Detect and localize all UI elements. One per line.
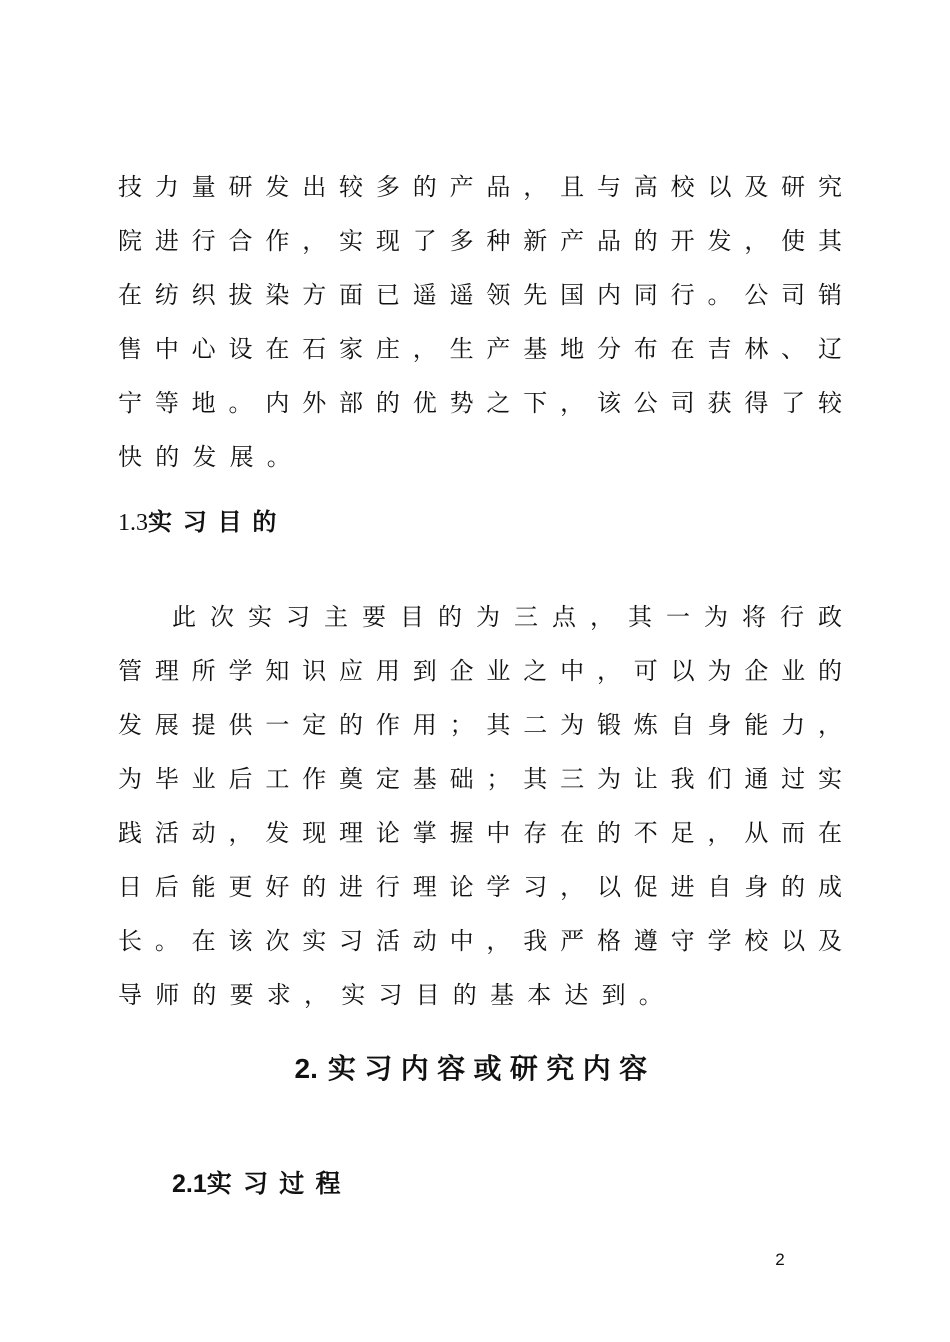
page-number: 2: [775, 1250, 785, 1269]
paragraph-line: 践活动，发现理论掌握中存在的不足，从而在: [118, 819, 842, 847]
paragraph-line: 管理所学知识应用到企业之中，可以为企业的: [118, 657, 842, 685]
section-number: 1.3: [118, 510, 148, 536]
paragraph-company-overview: [118, 160, 842, 484]
paragraph-line: 此次实习主要目的为三点，其一为将行政: [172, 603, 842, 631]
section-heading-2-1: [172, 1162, 352, 1206]
chapter-title: 实习内容或研究内容: [327, 1052, 656, 1085]
section-title: 实习目的: [148, 508, 288, 536]
paragraph-line: 为毕业后工作奠定基础；其三为让我们通过实: [118, 765, 842, 793]
section-heading-1-3: [118, 500, 287, 545]
paragraph-internship-purpose: [118, 590, 842, 1022]
paragraph-line: 在纺织拔染方面已遥遥领先国内同行。公司销: [118, 281, 842, 309]
section-number: 2.1: [172, 1170, 207, 1198]
paragraph-line: 售中心设在石家庄，生产基地分布在吉林、辽: [118, 335, 842, 363]
paragraph-line: 快的发展。: [118, 443, 304, 471]
paragraph-line: 宁等地。内外部的优势之下，该公司获得了较: [118, 389, 842, 417]
paragraph-line: 发展提供一定的作用；其二为锻炼自身能力，: [118, 711, 842, 739]
chapter-number: 2.: [294, 1053, 318, 1084]
chapter-heading-2: [0, 1046, 950, 1092]
paragraph-line: 日后能更好的进行理论学习，以促进自身的成: [118, 873, 842, 901]
section-title: 实习过程: [206, 1169, 352, 1198]
paragraph-line: 导师的要求，实习目的基本达到。: [118, 981, 676, 1009]
paragraph-line: 长。在该次实习活动中，我严格遵守学校以及: [118, 927, 842, 955]
paragraph-line: 技力量研发出较多的产品，且与高校以及研究: [118, 173, 842, 201]
paragraph-line: 院进行合作，实现了多种新产品的开发，使其: [118, 227, 842, 255]
